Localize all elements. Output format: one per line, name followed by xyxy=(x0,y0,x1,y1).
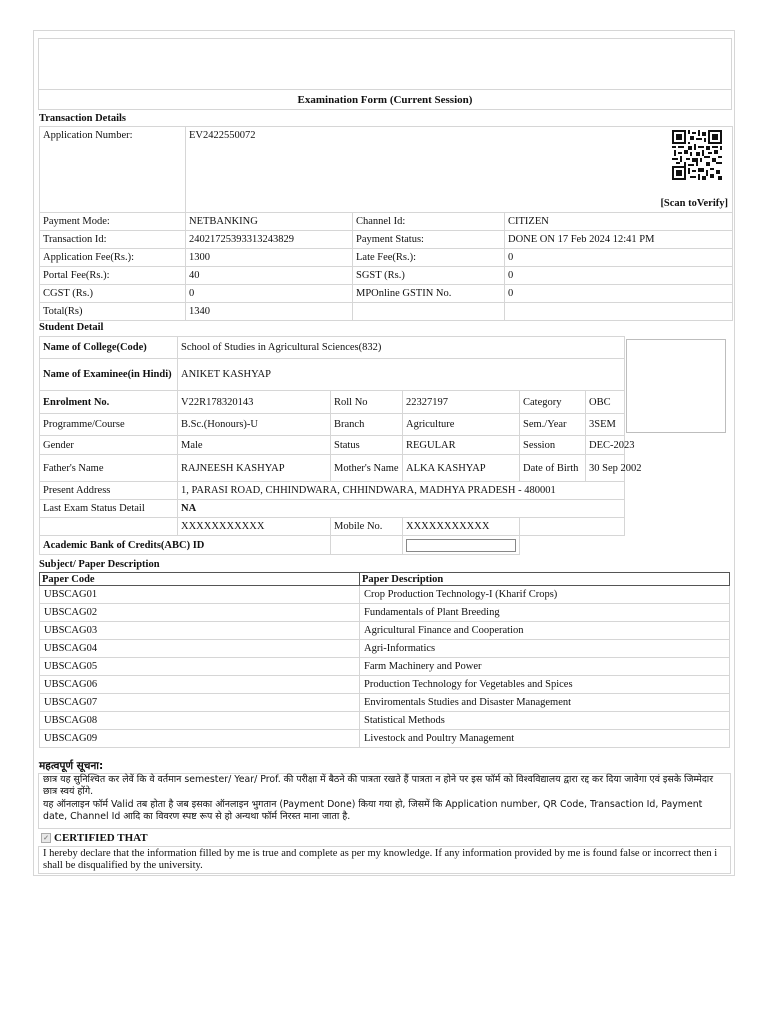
abc-label: Academic Bank of Credits(ABC) ID xyxy=(40,536,331,555)
mobile-label: Mobile No. xyxy=(331,518,403,536)
college-label: Name of College(Code) xyxy=(40,337,178,359)
paper-description: Production Technology for Vegetables and Spices xyxy=(360,676,730,694)
paper-description: Livestock and Poultry Management xyxy=(360,730,730,748)
channel-id-value: CITIZEN xyxy=(505,213,733,231)
photo-placeholder xyxy=(626,339,726,433)
last-exam-label: Last Exam Status Detail xyxy=(40,500,178,518)
paper-code: UBSCAG08 xyxy=(40,712,360,730)
certified-label: CERTIFIED THAT xyxy=(54,832,148,844)
paper-row xyxy=(40,712,730,730)
notice-title: महत्वपूर्ण सूचना: xyxy=(39,760,104,772)
paper-code: UBSCAG01 xyxy=(40,586,360,604)
semyear-value: 3SEM xyxy=(586,414,625,436)
paper-description: Agri-Informatics xyxy=(360,640,730,658)
empty-cell xyxy=(40,518,178,536)
gstin-label: MPOnline GSTIN No. xyxy=(353,285,505,303)
gender-label: Gender xyxy=(40,436,178,455)
late-fee-value: 0 xyxy=(505,249,733,267)
transaction-table xyxy=(39,126,733,321)
session-label: Session xyxy=(520,436,586,455)
total-value: 1340 xyxy=(186,303,353,321)
mother-label: Mother's Name xyxy=(331,455,403,482)
student-table xyxy=(39,336,642,555)
app-number-cell xyxy=(186,127,733,213)
semyear-label: Sem./Year xyxy=(520,414,586,436)
gstin-value: 0 xyxy=(505,285,733,303)
paper-row xyxy=(40,694,730,712)
branch-value: Agriculture xyxy=(403,414,520,436)
paper-description: Statistical Methods xyxy=(360,712,730,730)
category-label: Category xyxy=(520,391,586,414)
paper-code: UBSCAG05 xyxy=(40,658,360,676)
examinee-value: ANIKET KASHYAP xyxy=(178,359,625,391)
enrolment-label: Enrolment No. xyxy=(40,391,178,414)
college-value: School of Studies in Agricultural Sciences(832) xyxy=(178,337,625,359)
father-value: RAJNEESH KASHYAP xyxy=(178,455,331,482)
paper-row xyxy=(40,676,730,694)
sgst-value: 0 xyxy=(505,267,733,285)
paper-row xyxy=(40,604,730,622)
cgst-label: CGST (Rs.) xyxy=(40,285,186,303)
form-title: Examination Form (Current Session) xyxy=(38,90,732,110)
notice-box xyxy=(38,773,731,829)
app-fee-label: Application Fee(Rs.): xyxy=(40,249,186,267)
transaction-heading: Transaction Details xyxy=(39,113,127,124)
masked-id-value: XXXXXXXXXXX xyxy=(178,518,331,536)
notice-line-2: यह ऑनलाइन फॉर्म Valid तब होता है जब इसका ऑनलाइन भुगतान (Payment Done) किया गया हो, जिसमें कि Application number, QR Code, Transaction Id, Payment date, Channel Id आदि का विवरण स्पष्ट रूप से हो अन्यथा फॉर्म निरस्त माना जाता है. xyxy=(43,798,703,823)
empty-cell xyxy=(520,536,625,555)
paper-description: Enviromentals Studies and Disaster Management xyxy=(360,694,730,712)
status-value: REGULAR xyxy=(403,436,520,455)
late-fee-label: Late Fee(Rs.): xyxy=(353,249,505,267)
sgst-label: SGST (Rs.) xyxy=(353,267,505,285)
paper-row xyxy=(40,730,730,748)
paper-code: UBSCAG06 xyxy=(40,676,360,694)
paper-code: UBSCAG09 xyxy=(40,730,360,748)
dob-label: Date of Birth xyxy=(520,455,586,482)
paper-code: UBSCAG02 xyxy=(40,604,360,622)
examinee-label: Name of Examinee(in Hindi) xyxy=(40,359,178,391)
programme-label: Programme/Course xyxy=(40,414,178,436)
declaration-text: I hereby declare that the information filled by me is true and complete as per my knowledge. If any information provided by me is found false or incorrect then i shall be disqualified by the university. xyxy=(38,846,731,874)
scan-to-verify-label: [Scan toVerify] xyxy=(660,198,728,209)
papers-heading: Subject/ Paper Description xyxy=(39,559,160,570)
paper-code: UBSCAG07 xyxy=(40,694,360,712)
app-fee-value: 1300 xyxy=(186,249,353,267)
app-number-label: Application Number: xyxy=(40,127,186,213)
father-label: Father's Name xyxy=(40,455,178,482)
transaction-id-value: 24021725393313243829 xyxy=(186,231,353,249)
notice-line-1: छात्र यह सुनिश्चित कर लेवें कि वे वर्तमान semester/ Year/ Prof. की परीक्षा में बैठने की पात्रता रखते हैं पात्रता न होने पर इस फॉर्म को विश्वविद्यालय द्वारा रद्द कर दिया जावेगा एवं इसके जिम्मेदार छात्र स्वयं होंगे. xyxy=(43,774,714,798)
last-exam-value: NA xyxy=(178,500,625,518)
empty-cell xyxy=(505,303,733,321)
paper-code-header: Paper Code xyxy=(40,573,360,586)
paper-desc-header: Paper Description xyxy=(360,573,730,586)
abc-input-cell xyxy=(403,536,520,555)
paper-code: UBSCAG03 xyxy=(40,622,360,640)
category-value: OBC xyxy=(586,391,625,414)
paper-code: UBSCAG04 xyxy=(40,640,360,658)
payment-mode-label: Payment Mode: xyxy=(40,213,186,231)
empty-cell xyxy=(331,536,403,555)
empty-cell xyxy=(520,518,625,536)
paper-row xyxy=(40,622,730,640)
header-banner xyxy=(38,38,732,90)
status-label: Status xyxy=(331,436,403,455)
checkbox-icon[interactable]: ✓ xyxy=(41,833,51,843)
paper-description: Farm Machinery and Power xyxy=(360,658,730,676)
address-value: 1, PARASI ROAD, CHHINDWARA, CHHINDWARA, MADHYA PRADESH - 480001 xyxy=(178,482,625,500)
mother-value: ALKA KASHYAP xyxy=(403,455,520,482)
app-number-value: EV2422550072 xyxy=(189,130,256,141)
student-heading: Student Detail xyxy=(39,322,104,333)
mobile-value: XXXXXXXXXXX xyxy=(403,518,520,536)
paper-description: Fundamentals of Plant Breeding xyxy=(360,604,730,622)
enrolment-value: V22R178320143 xyxy=(178,391,331,414)
empty-cell xyxy=(353,303,505,321)
paper-description: Crop Production Technology-I (Kharif Crops) xyxy=(360,586,730,604)
session-value: DEC-2023 xyxy=(586,436,625,455)
roll-label: Roll No xyxy=(331,391,403,414)
certified-heading xyxy=(41,832,148,844)
exam-form-page xyxy=(33,30,735,876)
transaction-id-label: Transaction Id: xyxy=(40,231,186,249)
payment-mode-value: NETBANKING xyxy=(186,213,353,231)
paper-row xyxy=(40,586,730,604)
dob-value: 30 Sep 2002 xyxy=(586,455,625,482)
portal-fee-value: 40 xyxy=(186,267,353,285)
channel-id-label: Channel Id: xyxy=(353,213,505,231)
branch-label: Branch xyxy=(331,414,403,436)
abc-id-input[interactable] xyxy=(406,539,516,552)
paper-table xyxy=(39,572,730,748)
total-label: Total(Rs) xyxy=(40,303,186,321)
roll-value: 22327197 xyxy=(403,391,520,414)
qr-code-icon xyxy=(668,130,726,180)
payment-status-value: DONE ON 17 Feb 2024 12:41 PM xyxy=(505,231,733,249)
gender-value: Male xyxy=(178,436,331,455)
portal-fee-label: Portal Fee(Rs.): xyxy=(40,267,186,285)
paper-description: Agricultural Finance and Cooperation xyxy=(360,622,730,640)
address-label: Present Address xyxy=(40,482,178,500)
payment-status-label: Payment Status: xyxy=(353,231,505,249)
programme-value: B.Sc.(Honours)-U xyxy=(178,414,331,436)
paper-row xyxy=(40,640,730,658)
cgst-value: 0 xyxy=(186,285,353,303)
paper-row xyxy=(40,658,730,676)
